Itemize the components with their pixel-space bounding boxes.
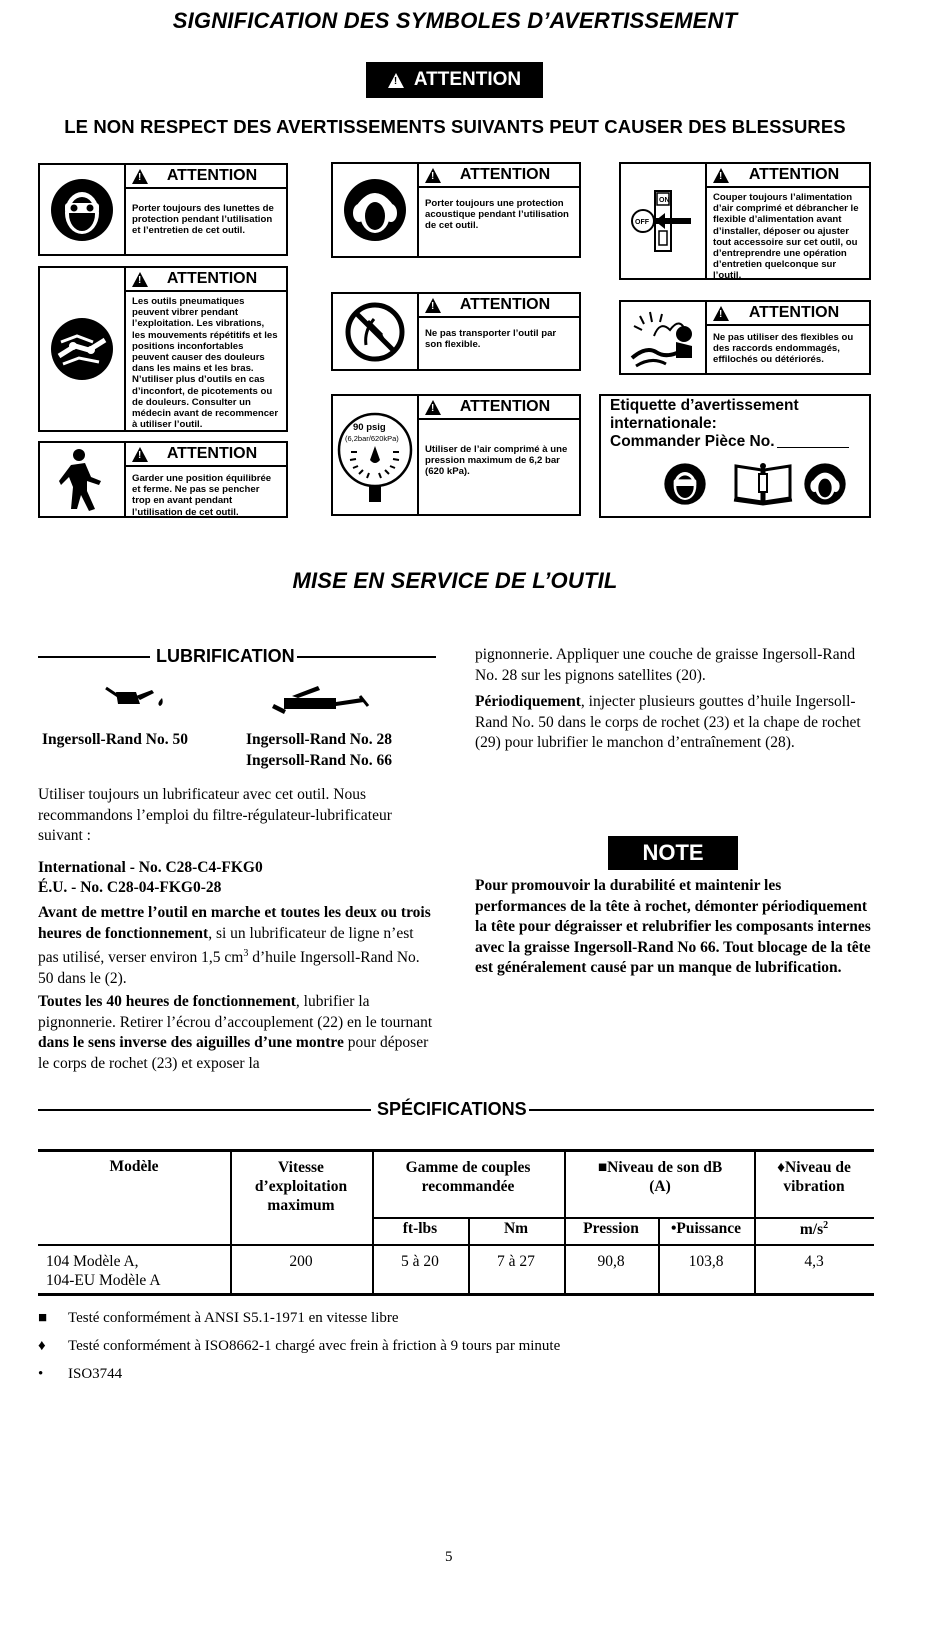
para3-bold2: dans le sens inverse des aiguilles d’une montre — [38, 1034, 344, 1051]
intl-ear-icon — [803, 462, 847, 506]
lubrication-para-1: Utiliser toujours un lubrificateur avec cet outil. Nous recommandons l’emploi du filtre-régulateur-lubrificateur suivant : — [38, 786, 392, 844]
para2-sup: 3 — [243, 948, 249, 959]
oil-can-icon — [104, 684, 166, 710]
off-label: OFF — [635, 219, 649, 226]
th-nm: Nm — [503, 1220, 529, 1237]
footnote-mark: ♦ — [38, 1338, 46, 1354]
warning-hose-carry — [331, 292, 581, 371]
th-ftlbs: ft-lbs — [402, 1220, 438, 1237]
gauge-bar-label: (6,2bar/620kPa) — [345, 434, 399, 443]
frl-us: É.U. - No. C28-04-FKG0-28 — [38, 879, 222, 896]
warning-eye-protection — [38, 163, 288, 256]
warning-posture — [38, 441, 288, 518]
warning-header: ATTENTION — [166, 270, 258, 287]
air-shutoff-icon — [627, 185, 699, 257]
footnote — [38, 1310, 399, 1327]
intl-label-line2: internationale: — [610, 415, 717, 432]
grease-gun-icon — [270, 684, 370, 718]
lubrication-para-2 — [38, 903, 438, 989]
specs-title: SPÉCIFICATIONS — [377, 1099, 527, 1119]
warning-header: ATTENTION — [166, 167, 258, 184]
td-power: 103,8 — [688, 1253, 724, 1270]
td-ftlbs: 5 à 20 — [401, 1253, 439, 1270]
warning-text: Porter toujours des lunettes de protection pendant l’utilisation et l’entretien de cet outil. — [132, 203, 274, 237]
warning-header: ATTENTION — [459, 166, 551, 183]
para3-rest1: , lubrifier la pignonnerie. Retirer l’écrou d’accouplement (22) en le tournant — [38, 993, 433, 1031]
warning-header: ATTENTION — [166, 445, 258, 462]
warning-ear-protection — [331, 162, 581, 258]
manual-book-icon — [732, 460, 794, 506]
vibration-hands-icon — [49, 316, 115, 382]
lubrication-heading — [38, 646, 436, 667]
td-speed: 200 — [289, 1253, 313, 1270]
th-speed: Vitesse d’exploitation maximum — [254, 1159, 348, 1214]
grease-label-28: Ingersoll-Rand No. 28 — [246, 731, 392, 748]
warning-header: ATTENTION — [748, 166, 840, 183]
warning-text: Ne pas utiliser des flexibles ou des raccords endommagés, effilochés ou détériorés. — [713, 332, 854, 366]
note-banner: NOTE — [608, 836, 738, 870]
th-vibration: ♦Niveau de vibration — [777, 1159, 851, 1195]
warning-triangle-icon — [388, 73, 404, 88]
service-title: MISE EN SERVICE DE L’OUTIL — [292, 568, 618, 593]
th-pressure: Pression — [583, 1220, 639, 1237]
intl-eye-icon — [663, 462, 707, 506]
warning-vibration — [38, 266, 288, 432]
attention-banner-label: ATTENTION — [413, 69, 522, 90]
intl-label-line3: Commander Pièce No. — [610, 433, 775, 450]
warning-header: ATTENTION — [459, 296, 551, 313]
footnote-text: ISO3744 — [68, 1366, 123, 1382]
lubrication-para-4: pignonnerie. Appliquer une couche de graisse Ingersoll-Rand No. 28 sur les pignons satellites (20). — [475, 646, 856, 684]
td-model-2: 104-EU Modèle A — [46, 1272, 161, 1289]
th-model: Modèle — [109, 1158, 159, 1175]
td-model-1: 104 Modèle A, — [46, 1253, 139, 1270]
warning-damaged-hoses — [619, 300, 871, 375]
grease-label-66: Ingersoll-Rand No. 66 — [246, 752, 392, 769]
lubrication-para-3 — [38, 992, 438, 1074]
attention-banner — [366, 62, 543, 98]
lubrication-para-5 — [475, 692, 870, 754]
warning-text: Ne pas transporter l’outil par son flexible. — [425, 328, 557, 351]
th-torque: Gamme de couples recommandée — [405, 1159, 531, 1195]
th-power: •Puissance — [670, 1220, 741, 1237]
gauge-psig-label: 90 psig — [353, 422, 386, 433]
warning-text: Garder une position équilibrée et ferme. Ne pas se pencher trop en avant pendant l’utilisation de cet outil. — [132, 473, 272, 518]
td-vibration: 4,3 — [804, 1253, 824, 1270]
posture-figure-icon — [57, 447, 107, 513]
warning-header: ATTENTION — [459, 398, 551, 415]
td-pressure: 90,8 — [597, 1253, 625, 1270]
page-title: SIGNIFICATION DES SYMBOLES D’AVERTISSEMENT — [172, 8, 738, 33]
spec-table-bottom-rule — [38, 1293, 874, 1296]
warning-subtitle: LE NON RESPECT DES AVERTISSEMENTS SUIVANTS PEUT CAUSER DES BLESSURES — [64, 116, 846, 137]
para3-rest2: pour déposer le corps de rochet (23) et exposer la — [38, 1034, 429, 1072]
ear-protection-icon — [342, 177, 408, 243]
hose-whip-icon — [626, 306, 700, 370]
lubrication-title: LUBRIFICATION — [156, 646, 295, 666]
th-ms2-sup: 2 — [823, 1220, 829, 1231]
footnote — [38, 1366, 122, 1383]
warning-text: Couper toujours l’alimentation d’air comprimé et débrancher le flexible d’alimentation avant d’installer, déposer ou ajuster tout accessoire sur cet outil, ou d’entreprendre une opération d’entretien quelconque sur l’outil. — [713, 192, 859, 282]
note-text: Pour promouvoir la durabilité et maintenir les performances de la tête à rochet, démonter périodiquement la tête pour dégraisser et relubrifier les composants internes avec la graisse Ingersoll-Rand No 66. Tout blocage de la tête est généralement causé par un manque de lubrification. — [475, 877, 871, 976]
page-number: 5 — [445, 1549, 453, 1565]
footnote-mark: • — [38, 1366, 44, 1382]
warning-text: Les outils pneumatiques peuvent vibrer pendant l’exploitation. Les vibrations, les mouvements répétitifs et les positions inconfortables peuvent causer des douleurs dans les mains et les bras. N’utiliser plus d’outils en cas d’inconfort, de picotements ou de douleurs. Consulter un médecin avant de recommencer à utiliser l’outil. — [132, 296, 279, 431]
warning-header: ATTENTION — [748, 304, 840, 321]
warning-text: Utiliser de l’air comprimé à une pression maximum de 6,2 bar (620 kPa). — [425, 444, 568, 478]
para5-rest: , injecter plusieurs gouttes d’huile Ingersoll-Rand No. 50 dans le corps de rochet (23) et la chape de rochet (29) pour lubrifier le manchon d’entraînement (28). — [475, 693, 861, 751]
warning-air-pressure — [331, 394, 581, 516]
warning-air-supply — [619, 162, 871, 280]
th-sound: ■Niveau de son dB (A) — [597, 1159, 723, 1195]
oil-label: Ingersoll-Rand No. 50 — [42, 731, 188, 748]
th-ms2 — [754, 1220, 874, 1239]
spec-table-subheader-rule — [372, 1217, 874, 1219]
on-label: ON — [659, 197, 670, 204]
spec-table-header-rule — [38, 1244, 874, 1246]
col-divider — [230, 1152, 232, 1293]
para2-bold: Avant de mettre l’outil en marche et toutes les deux ou trois heures de fonctionnement — [38, 904, 431, 942]
para5-bold: Périodiquement — [475, 693, 581, 710]
footnote-text: Testé conformément à ANSI S5.1-1971 en vitesse libre — [68, 1310, 399, 1326]
no-hose-carry-icon — [344, 301, 406, 363]
td-nm: 7 à 27 — [497, 1253, 535, 1270]
intl-label-line1: Etiquette d’avertissement — [610, 397, 799, 414]
part-number-blank — [777, 447, 849, 448]
para2-rest2: d’huile Ingersoll-Rand No. 50 dans le (2). — [38, 949, 420, 987]
frl-international: International - No. C28-C4-FKG0 — [38, 859, 263, 876]
eye-protection-icon — [49, 177, 115, 243]
pressure-gauge-icon — [335, 400, 415, 510]
international-warning-label — [599, 394, 871, 518]
footnote — [38, 1338, 560, 1355]
warning-text: Porter toujours une protection acoustique pendant l’utilisation de cet outil. — [425, 198, 569, 232]
para3-bold: Toutes les 40 heures de fonctionnement — [38, 993, 296, 1010]
th-ms2-unit: m/s — [799, 1221, 824, 1239]
footnote-text: Testé conformément à ISO8662-1 chargé avec frein à friction à 9 tours par minute — [68, 1338, 561, 1354]
footnote-mark: ■ — [38, 1310, 48, 1326]
specs-heading — [38, 1099, 874, 1120]
para2-rest1: , si un lubrificateur de ligne n’est pas utilisé, verser environ 1,5 cm — [38, 924, 414, 967]
spec-table-top-rule — [38, 1149, 874, 1152]
